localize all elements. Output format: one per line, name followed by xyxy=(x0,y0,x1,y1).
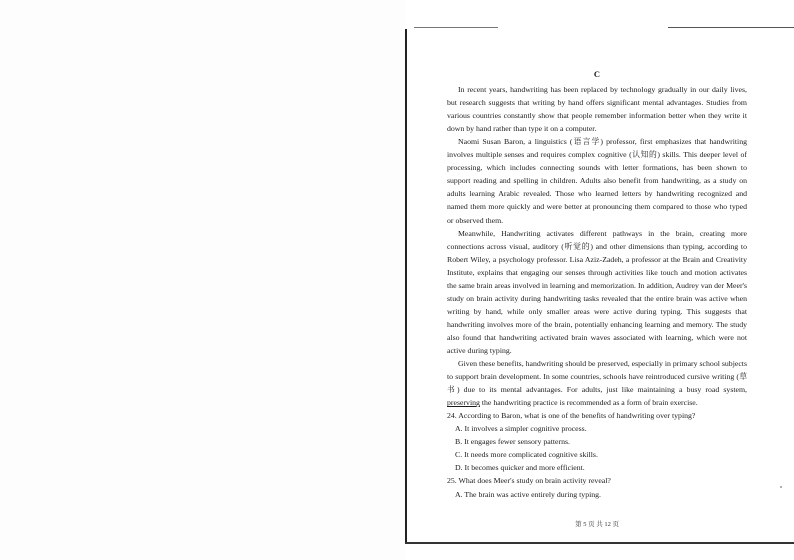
scan-speck xyxy=(780,486,782,488)
page-spine xyxy=(405,29,407,543)
question-25-stem: 25. What does Meer's study on brain activity reveal? xyxy=(447,476,611,486)
question-24-option-b: B. It engages fewer sensory patterns. xyxy=(455,437,570,447)
paragraph-4 xyxy=(447,357,747,409)
question-24-stem: 24. According to Baron, what is one of the benefits of handwriting over typing? xyxy=(447,411,696,421)
paragraph-1: In recent years, handwriting has been replaced by technology gradually in our daily lives, but research suggests that writing by hand offers significant mental advantages. Studies from various countries constantly show that people remember information better when they write it down by hand rather than type it on a computer. xyxy=(447,85,747,134)
section-letter: C xyxy=(593,69,601,79)
page-bottom-edge xyxy=(405,542,794,544)
paragraph-4-before: Given these benefits, handwriting should be preserved, especially in primary school subjects to support brain development. In some countries, schools have reintroduced cursive writing (草书) due to its mental advantages. For adults, just like maintaining a busy road system, xyxy=(447,359,747,395)
passage-content xyxy=(447,68,747,501)
underlined-word: preserving xyxy=(447,398,480,408)
question-24-option-a: A. It involves a simpler cognitive process. xyxy=(455,424,587,434)
question-24-option-c: C. It needs more complicated cognitive skills. xyxy=(455,450,598,460)
page-number: 第 5 页 共 12 页 xyxy=(575,521,619,528)
question-25-option-a: A. The brain was active entirely during typing. xyxy=(455,489,602,499)
paragraph-4-after: the handwriting practice is recommended as a form of brain exercise. xyxy=(479,398,698,408)
question-24-option-d: D. It becomes quicker and more efficient. xyxy=(455,463,585,473)
header-rule-left xyxy=(414,27,498,28)
paragraph-3: Meanwhile, Handwriting activates different pathways in the brain, creating more connections across visual, auditory (听觉的) and other dimensions than typing, according to Robert Wiley, a psychology professor. Lisa Aziz-Zadeh, a professor at the Brain and Creativity Institute, explains that engaging our senses through activities like touch and motion activates the same brain areas involved in learning and memorization. In addition, Audrey van der Meer's study on brain activity during handwriting tasks revealed that the entire brain was active when writing by hand, while only smaller areas were active during typing. This suggests that handwriting involves more of the brain, potentially enhancing learning and memory. The study also found that handwriting activated brain waves associated with learning, which were not active during typing. xyxy=(447,228,747,355)
paragraph-2: Naomi Susan Baron, a linguistics (语言学) professor, first emphasizes that handwriting involves multiple senses and requires complex cognitive (认知的) skills. This deeper level of processing, which includes connecting sounds with letter formations, has been shown to support reading and spelling in children. Adults also benefit from handwriting, as a study on adults learning Arabic revealed. Those who learned letters by handwriting recognized and named them more quickly and were better at pronouncing them compared to those who typed or observed them. xyxy=(447,137,747,225)
header-rule-right xyxy=(668,27,794,28)
